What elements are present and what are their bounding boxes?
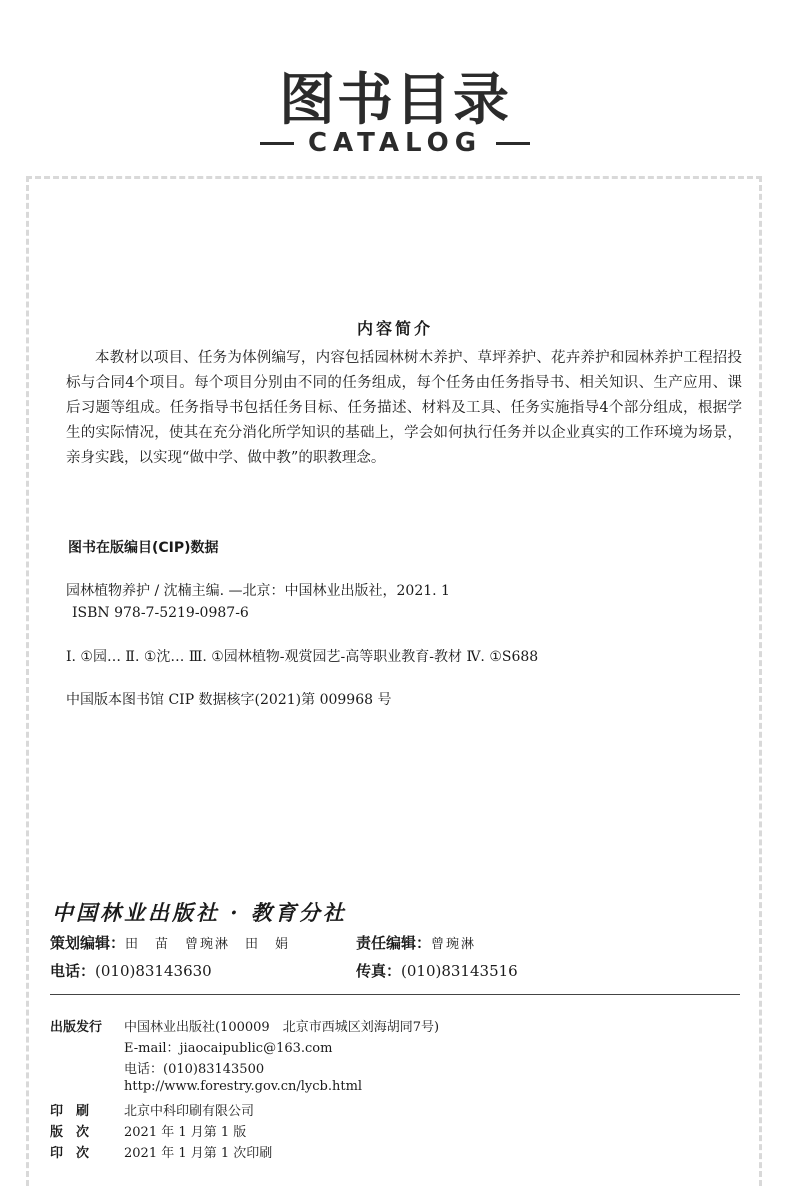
- page-title: 图书目录: [279, 68, 511, 133]
- edition-label: 版次: [50, 1125, 103, 1140]
- cip-isbn: ISBN 978-7-5219-0987-6: [72, 605, 249, 621]
- subtitle-text: CATALOG: [307, 128, 483, 158]
- print-value: 北京中科印刷有限公司: [124, 1104, 255, 1119]
- planning-value: 田 苗 曾琬淋 田 娟: [125, 937, 291, 952]
- summary-title: 内容简介: [356, 319, 433, 338]
- cip-book-line: 园林植物养护 / 沈楠主编. —北京：中国林业出版社，2021. 1: [66, 583, 450, 599]
- phone: [50, 960, 212, 981]
- printing-value: 2021 年 1 月第 1 次印刷: [124, 1146, 273, 1161]
- publish-label: 出版发行: [50, 1020, 103, 1035]
- email-value: E-mail：jiaocaipublic@163.com: [124, 1041, 333, 1056]
- responsible-editor: [356, 932, 476, 953]
- responsible-value: 曾琬淋: [431, 937, 477, 952]
- fax: [356, 960, 518, 981]
- left-dash: [260, 142, 294, 145]
- print-label: 印刷: [50, 1104, 103, 1119]
- fax-value: (010)83143516: [401, 962, 518, 980]
- cip-classification: Ⅰ. ①园… Ⅱ. ①沈… Ⅲ. ①园林植物-观赏园艺-高等职业教育-教材 Ⅳ. ①S688: [66, 649, 539, 665]
- phone-value: (010)83143630: [95, 962, 212, 980]
- cip-verify: 中国版本图书馆 CIP 数据核字(2021)第 009968 号: [66, 692, 392, 708]
- planning-editor: [50, 932, 290, 953]
- url-value: http://www.forestry.gov.cn/lycb.html: [124, 1079, 363, 1094]
- page-subtitle: [0, 128, 790, 158]
- printing-label: 印次: [50, 1146, 103, 1161]
- cip-title: 图书在版编目(CIP)数据: [68, 540, 219, 556]
- summary-body: 本教材以项目、任务为体例编写，内容包括园林树木养护、草坪养护、花卉养护和园林养护工程招投标与合同4个项目。每个项目分别由不同的任务组成，每个任务由任务指导书、相关知识、生产应用、课后习题等组成。任务指导书包括任务目标、任务描述、材料及工具、任务实施指导4个部分组成，根据学生的实际情况，使其在充分消化所学知识的基础上，学会如何执行任务并以企业真实的工作环境为场景，亲身实践，以实现“做中学、做中教”的职教理念。: [66, 350, 742, 466]
- responsible-label: 责任编辑：: [356, 934, 432, 952]
- divider: [50, 994, 740, 995]
- publish-value: 中国林业出版社(100009 北京市西城区刘海胡同7号): [124, 1020, 440, 1035]
- fax-label: 传真：: [356, 962, 402, 980]
- planning-label: 策划编辑：: [50, 934, 126, 952]
- tel-value: 电话：(010)83143500: [124, 1062, 265, 1077]
- edition-value: 2021 年 1 月第 1 版: [124, 1125, 247, 1140]
- phone-label: 电话：: [50, 962, 96, 980]
- catalog-header: [0, 0, 790, 175]
- right-dash: [496, 142, 530, 145]
- publisher-name: 中国林业出版社 · 教育分社: [52, 900, 347, 925]
